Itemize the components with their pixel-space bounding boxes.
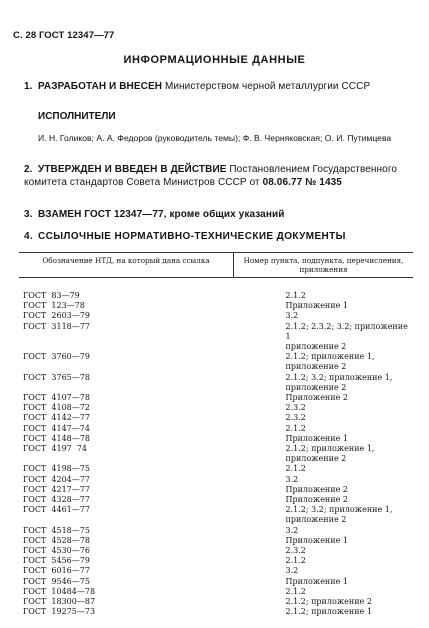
- table-row: [19, 607, 413, 617]
- gost-designation: ГОСТ 6016—77: [23, 566, 90, 576]
- page-title: ИНФОРМАЦИОННЫЕ ДАННЫЕ: [123, 54, 306, 66]
- table-row: [19, 505, 413, 525]
- gost-designation: ГОСТ 4461—77: [23, 505, 90, 515]
- clause-reference: 2.1.2; приложение 1, приложение 2: [285, 352, 375, 372]
- section-3-number: 3.: [24, 209, 33, 220]
- gost-designation: [19, 342, 234, 352]
- table-row: [19, 373, 413, 393]
- section-1-number: 1.: [24, 81, 33, 92]
- table-row: [19, 485, 413, 495]
- gost-designation: ГОСТ 4217—77: [23, 484, 90, 494]
- section-4: [24, 230, 424, 243]
- clause-reference: 2.1.2; приложение 2: [285, 597, 372, 607]
- table-row: [19, 342, 413, 352]
- gost-designation: ГОСТ 4528—78: [23, 535, 90, 545]
- table-row: [19, 278, 413, 302]
- section-2-number: 2.: [24, 164, 33, 175]
- clause-reference: 2.3.2: [285, 403, 306, 413]
- table-row: [19, 464, 413, 474]
- clause-reference: 3.2: [285, 566, 299, 576]
- table-body: [19, 278, 413, 618]
- table-row: [19, 536, 413, 546]
- table-row: [19, 301, 413, 311]
- clause-reference: 2.1.2; 3.2; приложение 1, приложение 2: [285, 505, 393, 525]
- section-4-text: ССЫЛОЧНЫЕ НОРМАТИВНО-ТЕХНИЧЕСКИЕ ДОКУМЕНТЫ: [38, 231, 346, 242]
- table-row: [19, 444, 413, 464]
- gost-designation: ГОСТ 4328—77: [23, 495, 90, 505]
- clause-reference: 2.1.2: [285, 586, 306, 596]
- section-2-lead: УТВЕРЖДЕН И ВВЕДЕН В ДЕЙСТВИЕ: [38, 164, 227, 175]
- gost-designation: ГОСТ 3765—78: [23, 372, 90, 382]
- gost-designation: ГОСТ 4198—75: [23, 464, 90, 474]
- clause-reference: 2.1.2: [285, 464, 306, 474]
- clause-reference: Приложение 2: [285, 484, 348, 494]
- table-row: [19, 577, 413, 587]
- gost-designation: ГОСТ 4148—78: [23, 433, 90, 443]
- section-2-text: Постановлением Государственного комитета стандартов Совета Министров СССР от: [24, 164, 398, 188]
- table-header-designation: Обозначение НТД, на который дана ссылка: [19, 253, 234, 278]
- gost-designation: ГОСТ 4147—74: [23, 423, 90, 433]
- gost-designation: ГОСТ 4204—77: [23, 474, 90, 484]
- clause-reference: 2.3.2: [285, 413, 306, 423]
- table-row: [19, 597, 413, 607]
- gost-designation: ГОСТ 4530—76: [23, 546, 90, 556]
- gost-designation: ГОСТ 83—79: [23, 291, 80, 300]
- clause-reference: 2.1.2: [285, 423, 306, 433]
- clause-reference: 2.3.2: [285, 546, 306, 556]
- table-row: [19, 526, 413, 536]
- gost-designation: ГОСТ 4142—77: [23, 413, 90, 423]
- table-row: [19, 393, 413, 403]
- table-row: [19, 424, 413, 434]
- section-1-lead: РАЗРАБОТАН И ВНЕСЕН: [38, 81, 163, 92]
- section-1-ispolniteli: ИСПОЛНИТЕЛИ: [38, 111, 116, 122]
- gost-designation: ГОСТ 5456—79: [23, 556, 90, 566]
- table-row: [19, 546, 413, 556]
- clause-reference: Приложение 1: [285, 576, 348, 586]
- table-row: [19, 413, 413, 423]
- table-row: [19, 566, 413, 576]
- clause-reference: приложение 2: [285, 342, 347, 352]
- table-row: [19, 495, 413, 505]
- clause-reference: 3.2: [285, 311, 299, 321]
- section-1-text: Министерством черной металлургии СССР: [162, 81, 371, 92]
- section-4-number: 4.: [24, 231, 34, 242]
- section-2: [24, 163, 424, 189]
- gost-designation: ГОСТ 3760—79: [23, 352, 90, 362]
- gost-designation: ГОСТ 123—78: [23, 301, 85, 311]
- gost-designation: ГОСТ 9546—75: [23, 576, 90, 586]
- reference-table: [19, 252, 413, 618]
- table-header-clause: Номер пункта, подпункта, перечисления, приложения: [234, 253, 414, 278]
- clause-reference: Приложение 1: [285, 301, 348, 311]
- clause-reference: 2.1.2: [285, 556, 306, 566]
- table-row: [19, 434, 413, 444]
- gost-designation: ГОСТ 4197 74: [23, 444, 88, 454]
- table-row: [19, 475, 413, 485]
- clause-reference: 2.1.2; 2.3.2; 3.2; приложение 1: [285, 321, 408, 341]
- table-row: [19, 352, 413, 372]
- clause-reference: Приложение 2: [285, 393, 348, 403]
- gost-designation: ГОСТ 10484—78: [23, 586, 96, 596]
- table-row: [19, 322, 413, 342]
- clause-reference: Приложение 2: [285, 495, 348, 505]
- clause-reference: 3.2: [285, 525, 299, 535]
- gost-designation: ГОСТ 18300—87: [23, 597, 96, 607]
- table-row: [19, 556, 413, 566]
- page-header: С. 28 ГОСТ 12347—77: [13, 30, 115, 41]
- clause-reference: 2.1.2; приложение 1, приложение 2: [285, 444, 375, 464]
- gost-designation: ГОСТ 4107—78: [23, 393, 90, 403]
- section-1-names: И. Н. Голиков; А. А. Федоров (руководитель темы); Ф. В. Черняковская; О. И. Путимцева: [38, 133, 392, 143]
- clause-reference: 2.1.2: [285, 291, 306, 300]
- section-1: [24, 80, 424, 93]
- section-2-date: 08.06.77 № 1435: [262, 177, 342, 188]
- section-3-text: ВЗАМЕН ГОСТ 12347—77, кроме общих указаний: [38, 209, 285, 220]
- clause-reference: Приложение 1: [285, 535, 348, 545]
- gost-designation: ГОСТ 3118—77: [23, 321, 90, 331]
- clause-reference: Приложение 1: [285, 433, 348, 443]
- gost-designation: ГОСТ 19275—73: [23, 607, 96, 617]
- table-row: [19, 403, 413, 413]
- table-row: [19, 587, 413, 597]
- gost-designation: ГОСТ 4108—72: [23, 403, 90, 413]
- clause-reference: 3.2: [285, 474, 299, 484]
- gost-designation: ГОСТ 2603—79: [23, 311, 90, 321]
- clause-reference: 2.1.2; 3.2; приложение 1, приложение 2: [285, 372, 393, 392]
- table-row: [19, 311, 413, 321]
- gost-designation: ГОСТ 4518—75: [23, 525, 90, 535]
- table-header-row: [19, 253, 413, 278]
- clause-reference: 2.1.2; приложение 1: [285, 607, 372, 617]
- section-3: [24, 208, 424, 221]
